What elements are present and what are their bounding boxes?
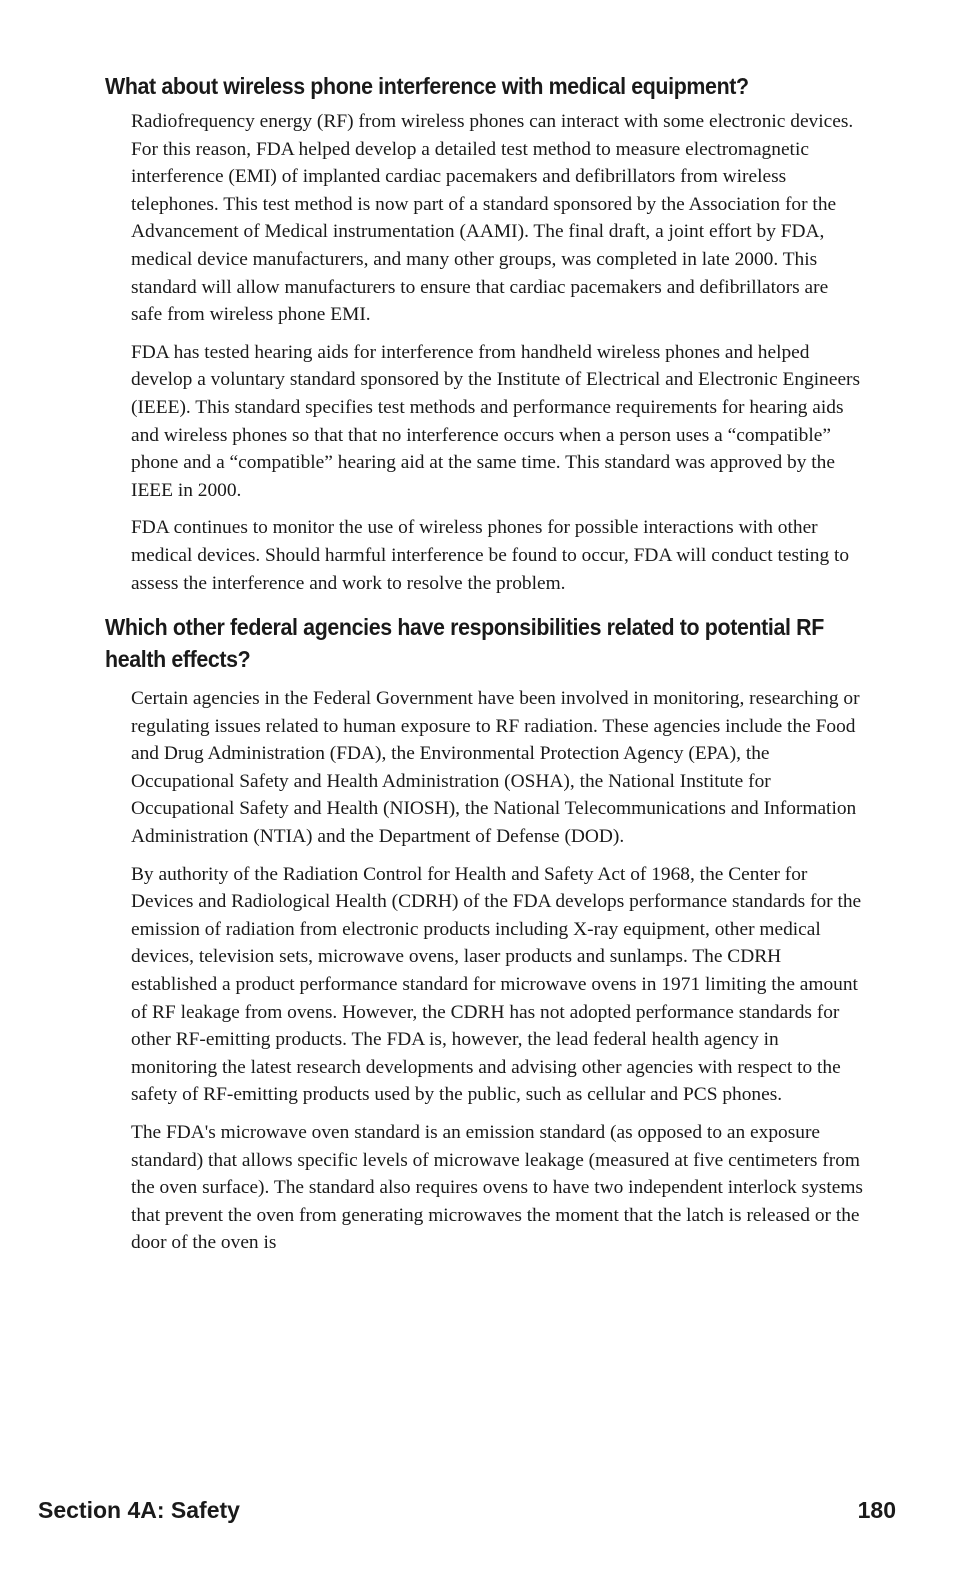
footer-page-number: 180 — [857, 1497, 896, 1523]
paragraph-pacemaker-emi: Radiofrequency energy (RF) from wireless phones can interact with some electronic devices. For this reason, FDA helped develop a detailed test method to measure electromagnetic interference (EMI) of implanted cardiac pacemakers and defibrillators from wireless telephones. This test method is now part of a standard sponsored by the Association for the Advancement of Medical instrumentation (AAMI). The final draft, a joint effort by FDA, medical device manufacturers, and many other groups, was completed in late 2000. This standard will allow manufacturers to ensure that cardiac pacemakers and defibrillators are safe from wireless phone EMI. — [131, 111, 854, 326]
paragraph-cdrh-authority: By authority of the Radiation Control for Health and Safety Act of 1968, the Center for Devices and Radiological Health (CDRH) of the FDA develops performance standards for the emission of radiation from electronic products including X-ray equipment, other medical devices, television sets, microwave ovens, laser products and sunlamps. The CDRH established a product performance standard for microwave ovens in 1971 limiting the amount of RF leakage from ovens. However, the CDRH has not adopted performance standards for other RF-emitting products. The FDA is, however, the lead federal health agency in monitoring the latest research developments and advising other agencies with respect to the safety of RF-emitting products used by the public, such as cellular and PCS phones. — [131, 863, 862, 1106]
paragraph-hearing-aids: FDA has tested hearing aids for interference from handheld wireless phones and helped develop a voluntary standard sponsored by the Institute of Electrical and Electronic Engineers (IEEE). This standard specifies test methods and performance requirements for hearing aids and wireless phones so that that no interference occurs when a person uses a “compatible” phone and a “compatible” hearing aid at the same time. This standard was approved by the IEEE in 2000. — [131, 341, 861, 501]
paragraph-microwave-standard: The FDA's microwave oven standard is an emission standard (as opposed to an exposure standard) that allows specific levels of microwave leakage (measured at five centimeters from the oven surface). The standard also requires ovens to have two independent interlock systems that prevent the oven from generating microwaves the moment that the latch is released or the door of the oven is — [131, 1122, 863, 1254]
section-heading-federal-agencies: Which other federal agencies have responsibilities related to potential RF health effects? — [105, 614, 824, 673]
page-footer — [38, 1493, 896, 1527]
paragraph-agencies-list: Certain agencies in the Federal Government have been involved in monitoring, researching or regulating issues related to human exposure to RF radiation. These agencies include the Food and Drug Administration (FDA), the Environmental Protection Agency (EPA), the Occupational Safety and Health Administration (OSHA), the National Institute for Occupational Safety and Health (NIOSH), the National Telecommunications and Information Administration (NTIA) and the Department of Defense (DOD). — [131, 688, 860, 848]
page-content — [0, 70, 954, 1267]
footer-section-label: Section 4A: Safety — [38, 1497, 240, 1523]
section-heading-medical-interference: What about wireless phone interference with medical equipment? — [105, 73, 749, 99]
paragraph-fda-monitoring: FDA continues to monitor the use of wireless phones for possible interactions with other medical devices. Should harmful interference be found to occur, FDA will conduct testing to assess the interference and work to resolve the problem. — [131, 517, 850, 594]
